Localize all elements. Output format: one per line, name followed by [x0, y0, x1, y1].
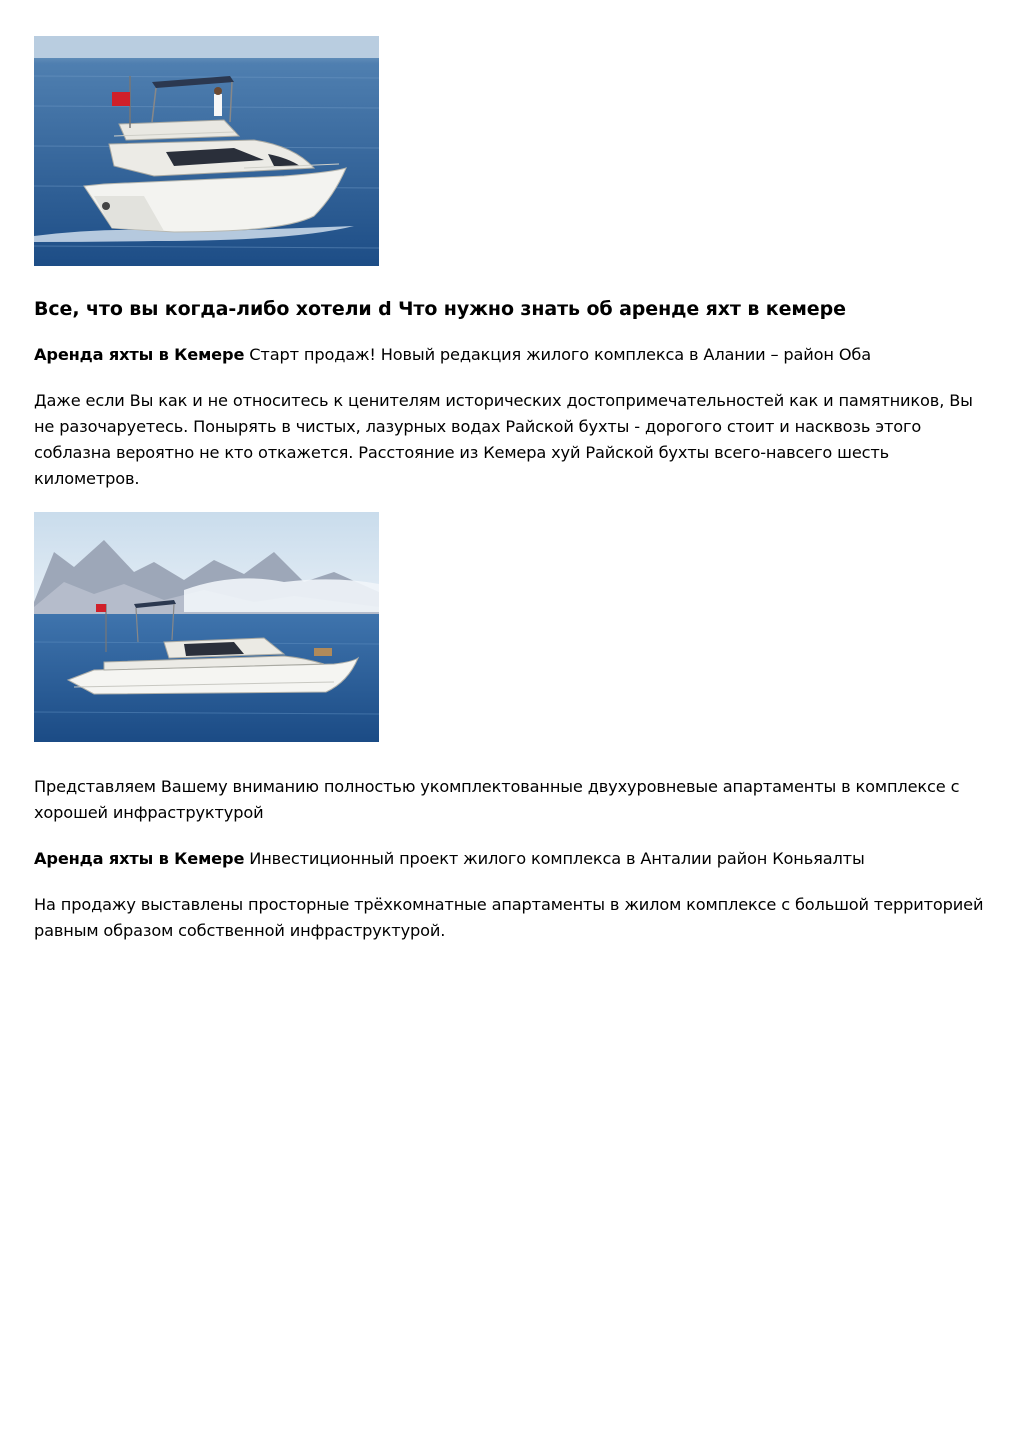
- description-paragraph: Даже если Вы как и не относитесь к ценителям исторических достопримечательностей как и памятников, Вы не разочаруетесь. Понырять в чистых, лазурных водах Райской бухты - дорогого стоит и насквозь этого соблазна вероятно не кто откажется. Расстояние из Кемера хуй Райской бухты всего-навсего шесть километров.: [34, 391, 973, 488]
- yacht-mountains-photo: [34, 512, 379, 742]
- sale-paragraph: На продажу выставлены просторные трёхкомнатные апартаменты в жилом комплексе с большой территорией равным образом собственной инфраструктурой.: [34, 895, 984, 940]
- article: [34, 36, 994, 944]
- intro-paragraph: [34, 342, 994, 368]
- project-paragraph: [34, 846, 994, 872]
- apartments-paragraph: Представляем Вашему вниманию полностью укомплектованные двухуровневые апартаменты в комплексе с хорошей инфраструктурой: [34, 777, 960, 822]
- keyword-link: Аренда яхты в Кемере: [34, 345, 245, 364]
- page-title: Все, что вы когда-либо хотели d Что нужно знать об аренде яхт в кемере: [34, 298, 846, 320]
- keyword-link-2: Аренда яхты в Кемере: [34, 849, 245, 868]
- intro-text: Старт продаж! Новый редакция жилого комплекса в Алании – район Оба: [244, 345, 872, 364]
- project-text: Инвестиционный проект жилого комплекса в Анталии район Коньяалты: [244, 849, 865, 868]
- yacht-photo: [34, 36, 379, 266]
